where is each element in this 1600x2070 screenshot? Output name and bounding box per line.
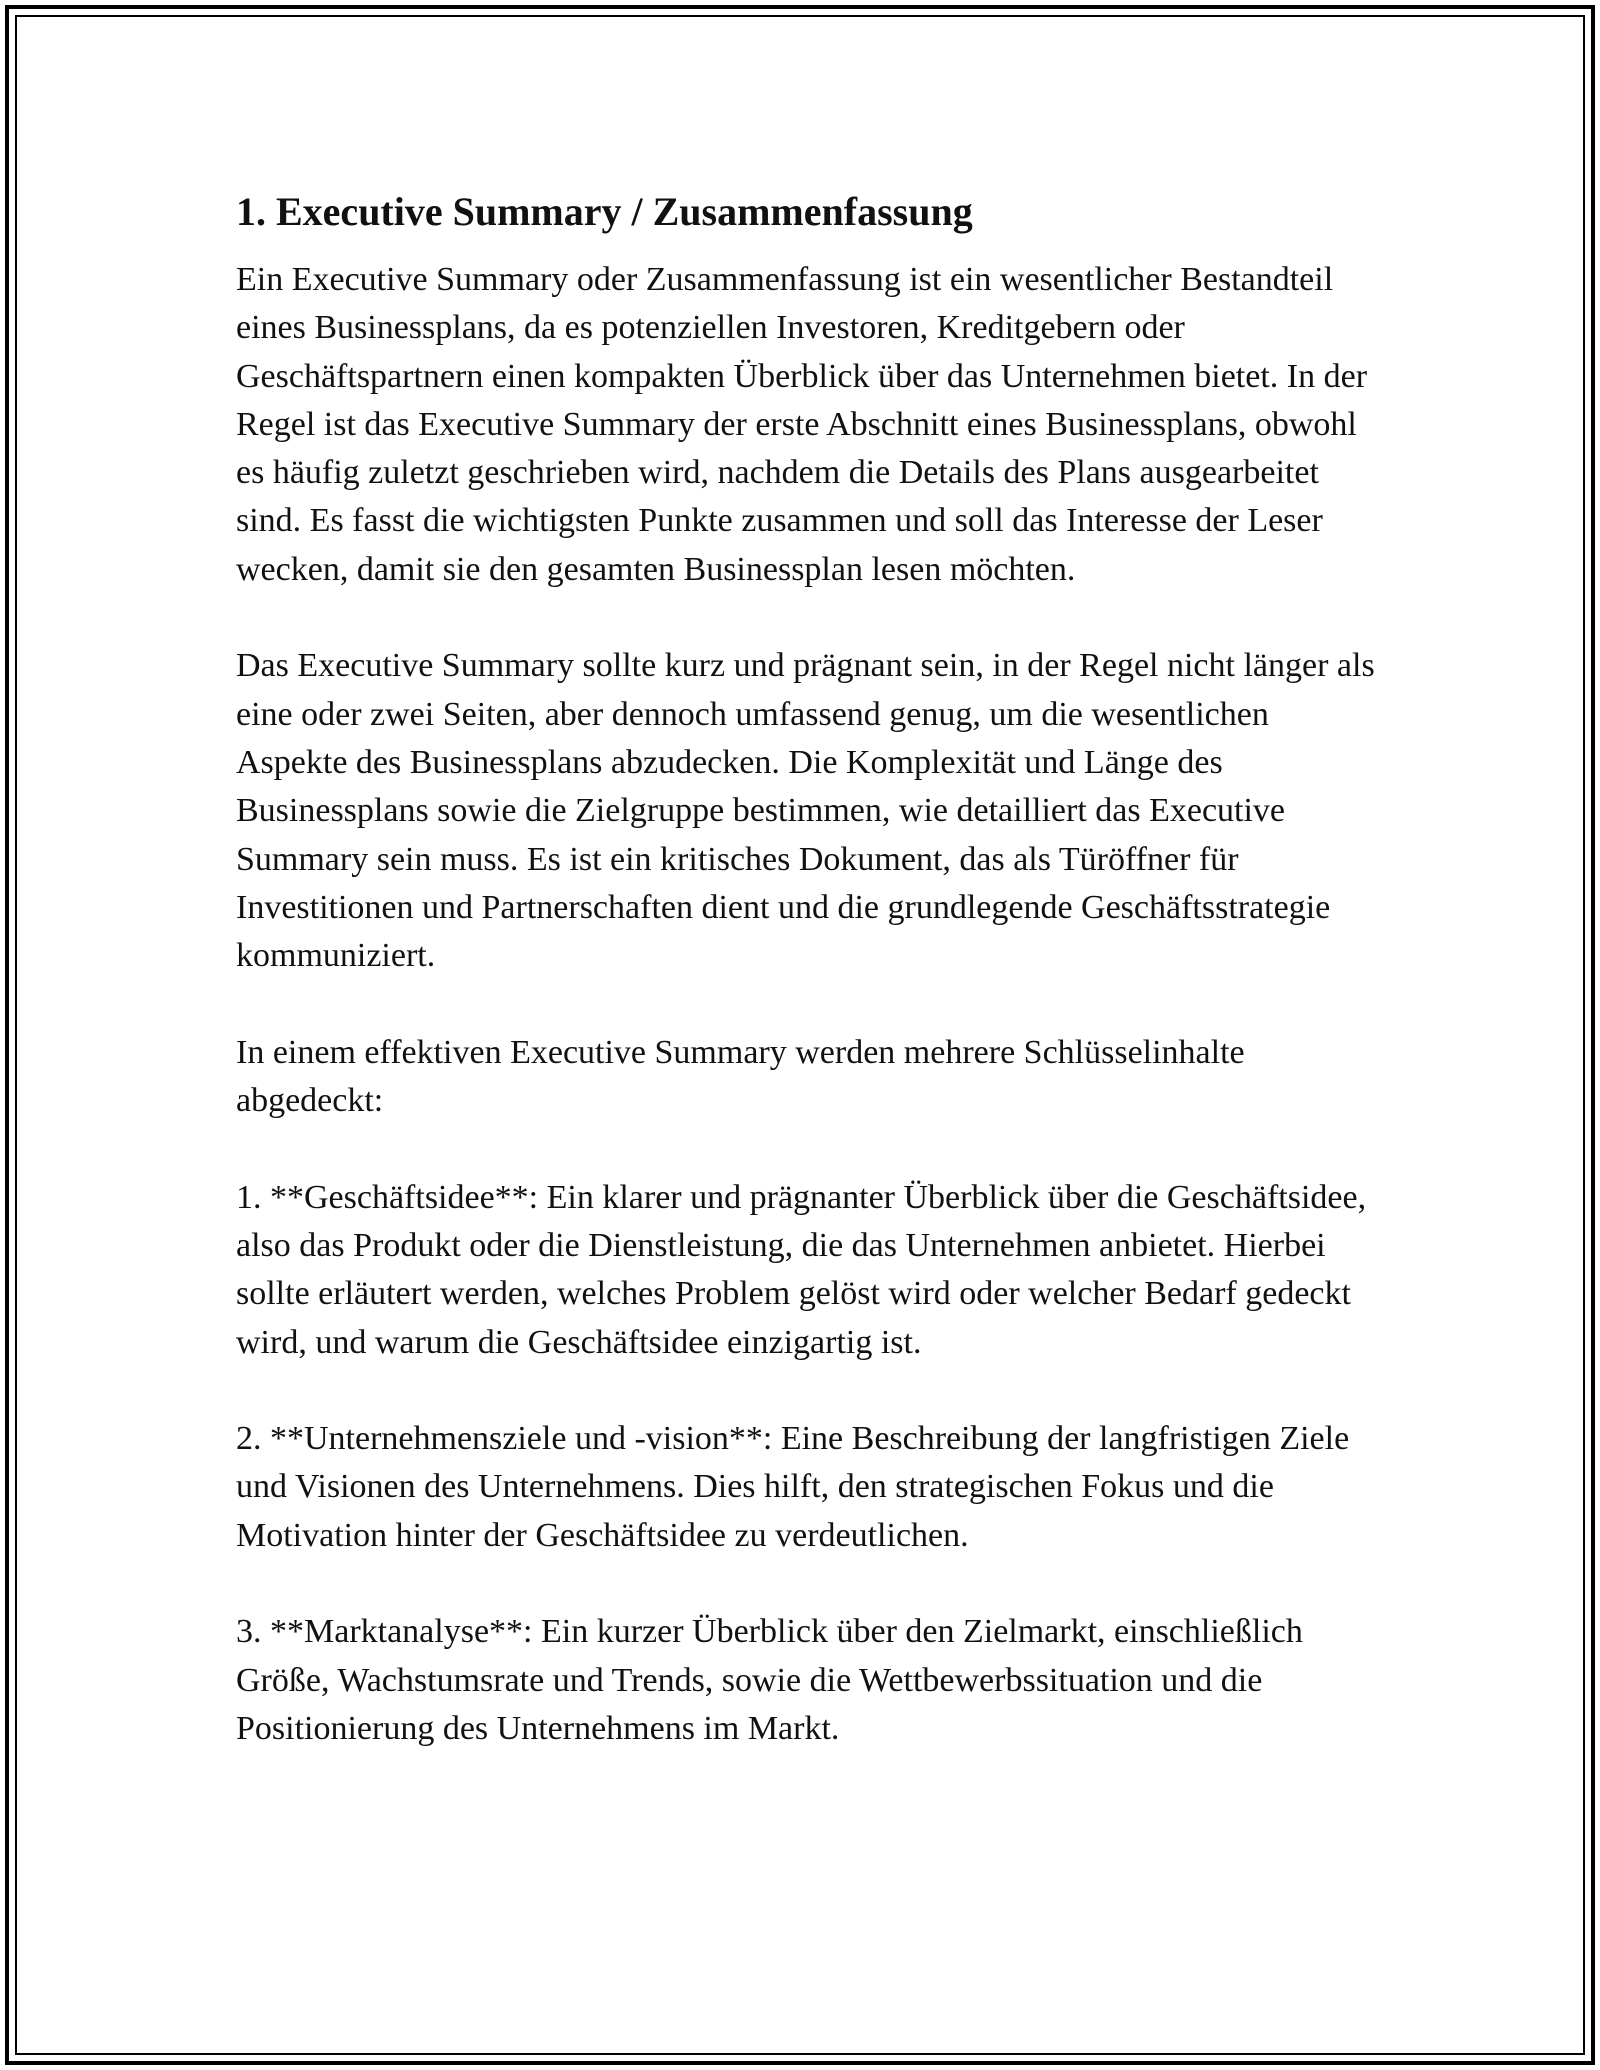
- list-item-business-idea: 1. **Geschäftsidee**: Ein klarer und prägnanter Überblick über die Geschäftsidee, also das Produkt oder die Dienstleistung, die das Unternehmen anbietet. Hierbei sollte erläutert werden, welches Problem gelöst wird oder welcher Bedarf gedeckt wird, und warum die Geschäftsidee einzigartig ist.: [236, 1178, 1367, 1361]
- document-body: [236, 186, 1376, 1753]
- paragraph-intro: Ein Executive Summary oder Zusammenfassung ist ein wesentlicher Bestandteil eines Businessplans, da es potenziellen Investoren, Kreditgebern oder Geschäftspartnern einen kompakten Überblick über das Unternehmen bietet. In der Regel ist das Executive Summary der erste Abschnitt eines Businessplans, obwohl es häufig zuletzt geschrieben wird, nachdem die Details des Plans ausgearbeitet sind. Es fasst die wichtigsten Punkte zusammen und soll das Interesse der Leser wecken, damit sie den gesamten Businessplan lesen möchten.: [236, 261, 1368, 588]
- section-heading: 1. Executive Summary / Zusammenfassung: [236, 189, 973, 234]
- list-item-market-analysis: 3. **Marktanalyse**: Ein kurzer Überblick über den Zielmarkt, einschließlich Größe, Wachstumsrate und Trends, sowie die Wettbewerbssituation und die Positionierung des Unternehmens im Markt.: [236, 1613, 1303, 1747]
- list-item-goals-vision: 2. **Unternehmensziele und -vision**: Eine Beschreibung der langfristigen Ziele und Visionen des Unternehmens. Dies hilft, den strategischen Fokus und die Motivation hinter der Geschäftsidee zu verdeutlichen.: [236, 1420, 1350, 1554]
- paragraph-length: Das Executive Summary sollte kurz und prägnant sein, in der Regel nicht länger als eine oder zwei Seiten, aber dennoch umfassend genug, um die wesentlichen Aspekte des Businessplans abzudecken. Die Komplexität und Länge des Businessplans sowie die Zielgruppe bestimmen, wie detailliert das Executive Summary sein muss. Es ist ein kritisches Dokument, das als Türöffner für Investitionen und Partnerschaften dient und die grundlegende Geschäftsstrategie kommuniziert.: [236, 647, 1375, 975]
- paragraph-key-contents: In einem effektiven Executive Summary werden mehrere Schlüsselinhalte abgedeckt:: [236, 1033, 1245, 1120]
